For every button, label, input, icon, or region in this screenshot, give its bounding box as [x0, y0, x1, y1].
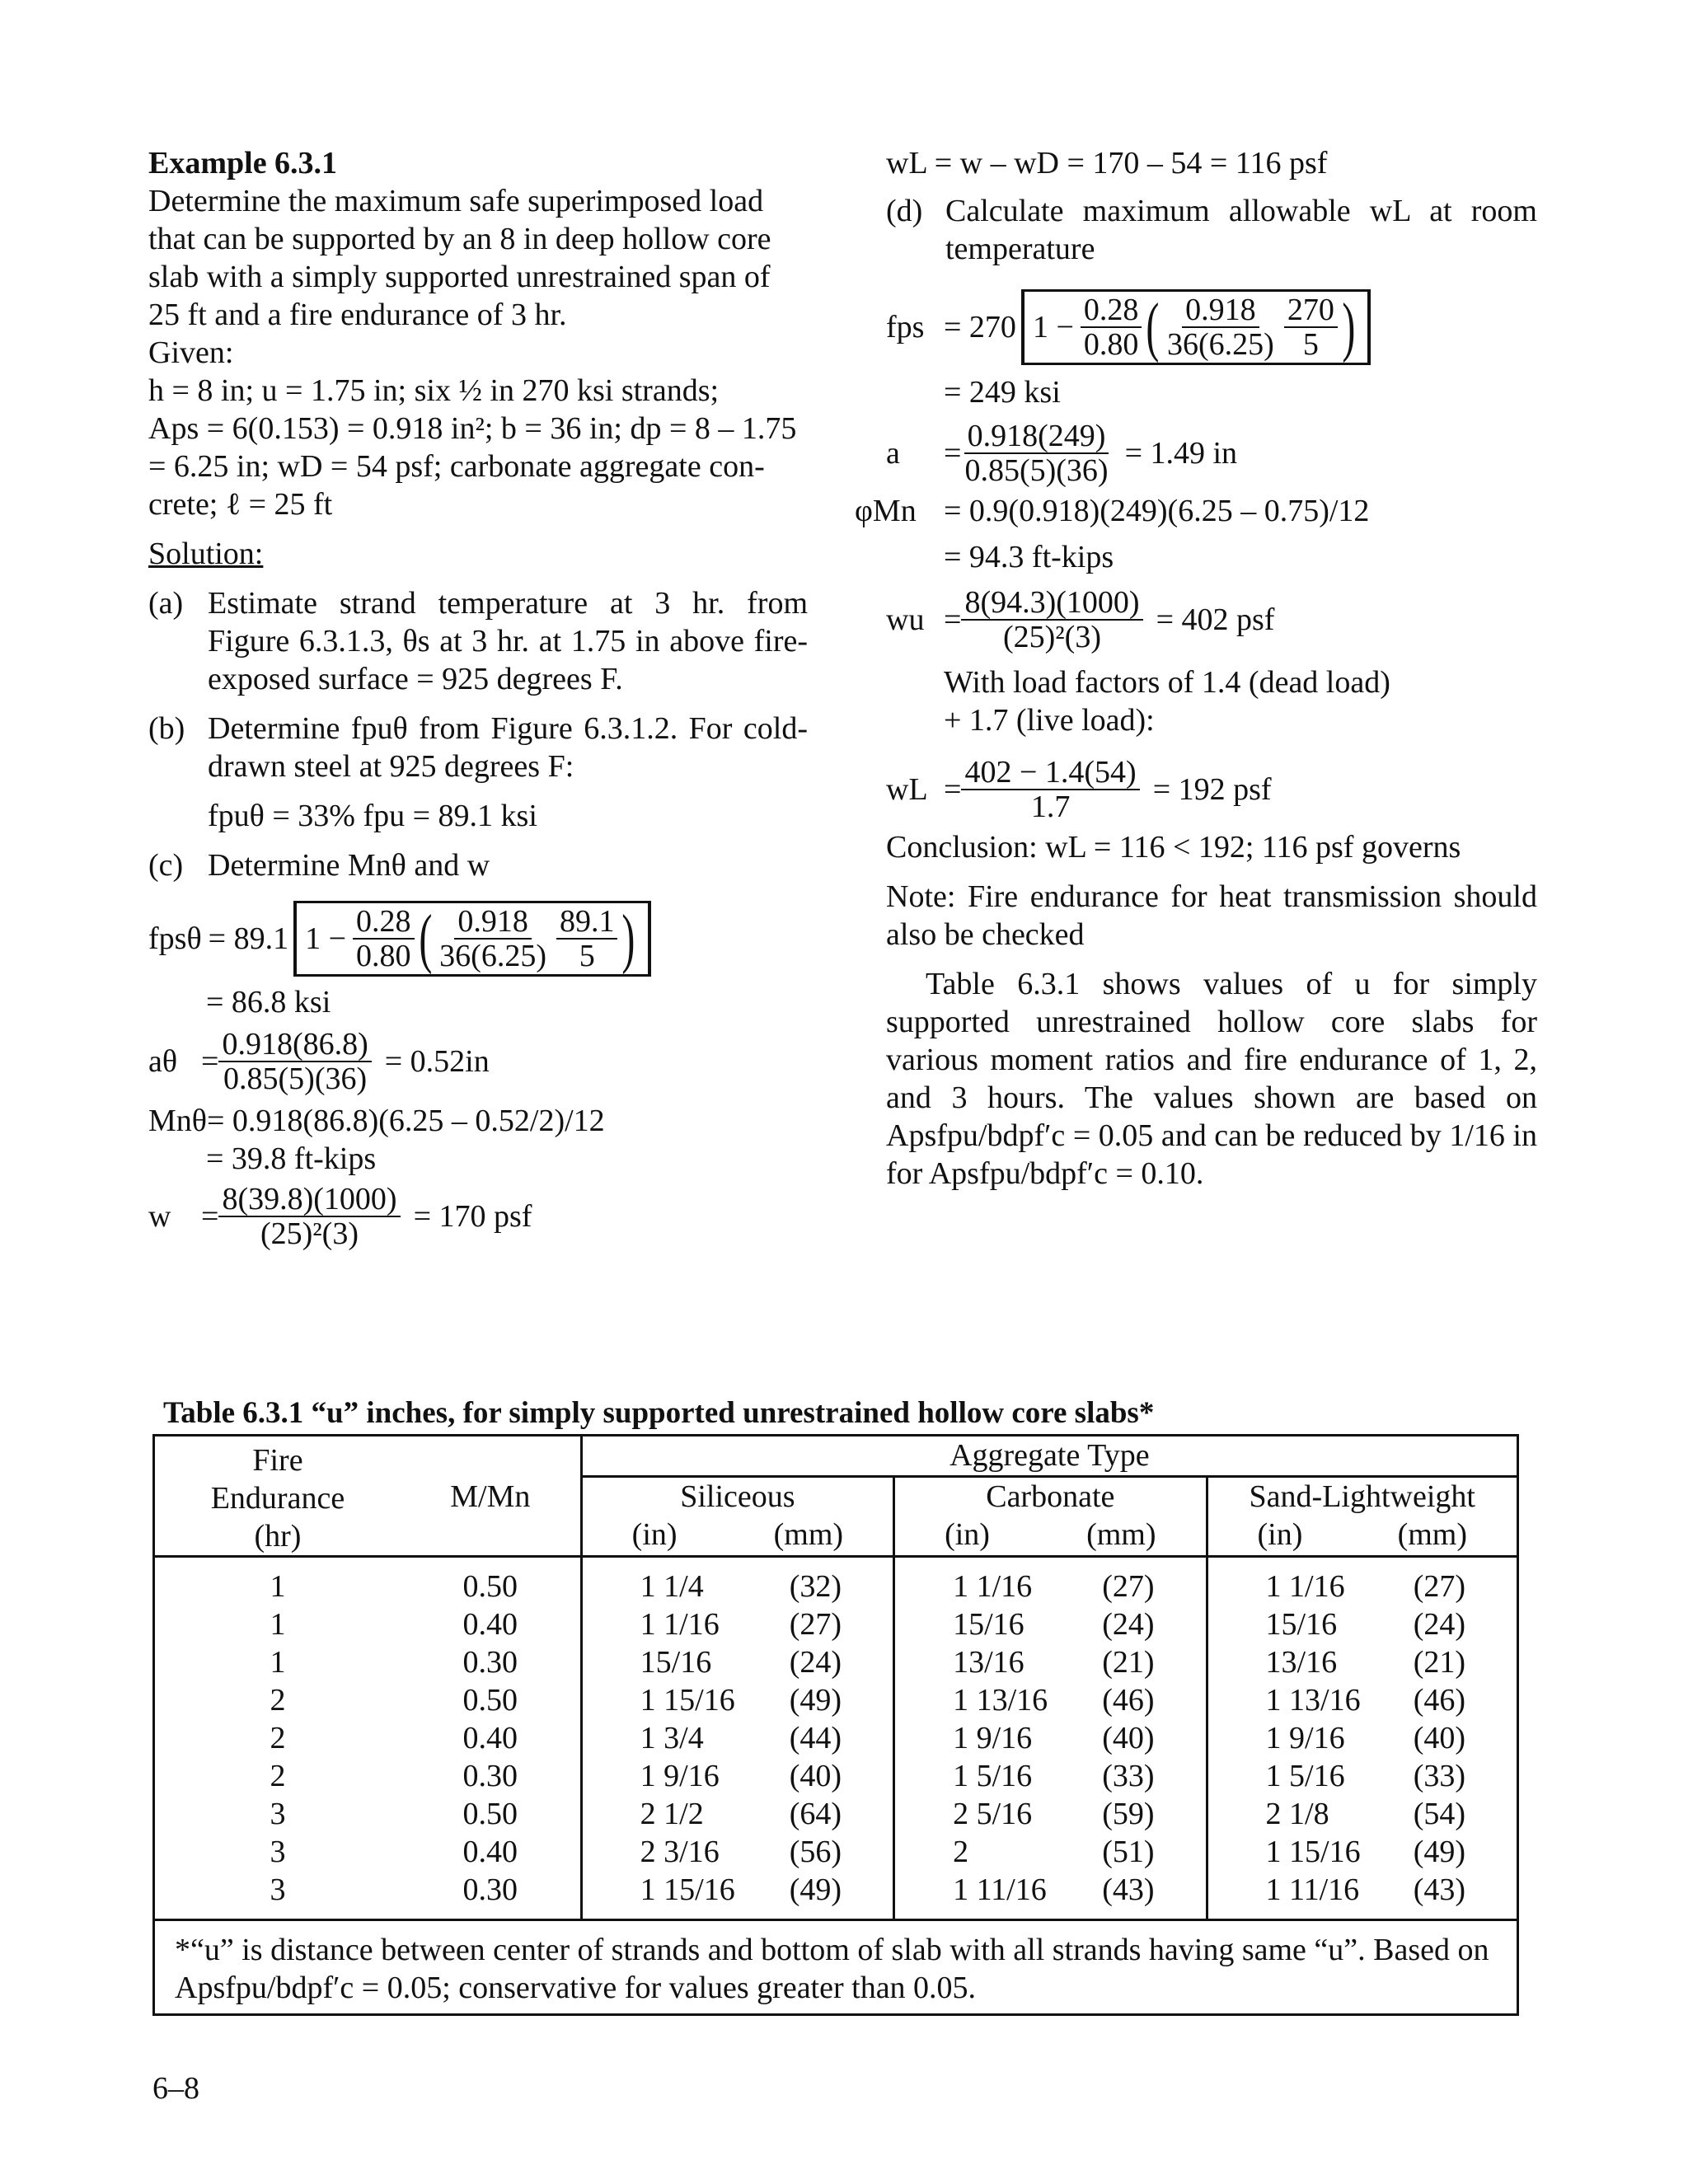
step-a: [148, 584, 808, 698]
given-line: Aps = 6(0.153) = 0.918 in²; b = 36 in; dp = 8 – 1.75: [148, 411, 797, 446]
denominator: 36(6.25): [439, 939, 546, 973]
equals: =: [944, 436, 962, 471]
ratio-value: 0.50: [462, 1797, 518, 1831]
cell-sand-lightweight: [1207, 1643, 1517, 1681]
equation-result: = 86.8 ksi: [206, 985, 331, 1019]
problem-statement: Determine the maximum safe superimposed load that can be supported by an 8 in deep hollow core slab with a simply supported unrestrained span of 25 ft and a fire endurance of 3 hr.: [148, 184, 771, 332]
siliceous-in: 15/16: [640, 1645, 712, 1680]
step-c: [148, 846, 808, 884]
solution-label: Solution:: [148, 537, 264, 571]
siliceous-in: 1 9/16: [640, 1759, 720, 1793]
header-carbonate: [894, 1477, 1207, 1555]
carbonate-in: 1 9/16: [953, 1721, 1033, 1755]
siliceous-mm: (56): [789, 1835, 842, 1869]
header-agg-label: Sand-Lightweight: [1249, 1479, 1475, 1515]
equation-lhs: aθ: [148, 1044, 178, 1079]
cell-sand-lightweight: [1207, 1871, 1517, 1920]
equation-lhs: a: [886, 436, 900, 471]
header-aggregate-type: Aggregate Type: [581, 1436, 1517, 1477]
cell-siliceous: [581, 1719, 893, 1757]
carbonate-in: 2: [953, 1835, 969, 1869]
fire-value: 3: [270, 1835, 286, 1869]
siliceous-in: 2 1/2: [640, 1797, 704, 1831]
sand-lightweight-in: 1 11/16: [1265, 1872, 1360, 1907]
fire-value: 2: [270, 1721, 286, 1755]
fraction: [218, 1183, 400, 1250]
table-row: [154, 1643, 1518, 1681]
cell-siliceous: [581, 1681, 893, 1719]
cell-carbonate: [894, 1643, 1207, 1681]
fire-value: 1: [270, 1569, 286, 1604]
siliceous-mm: (64): [789, 1797, 842, 1831]
carbonate-mm: (21): [1102, 1645, 1155, 1680]
carbonate-mm: (40): [1102, 1721, 1155, 1755]
explanation-paragraph: Table 6.3.1 shows values of u for simply supported unrestrained hollow core slabs for various moment ratios and fire endurance of 1, 2, and 3 hours. The values shown are based on Apsfpu/bdpf′c = 0.05 and can be reduced by 1/16 in for Apsfpu/bdpf′c = 0.10.: [886, 967, 1537, 1191]
equation-result: = 0.52in: [384, 1044, 490, 1079]
denominator: 0.80: [356, 939, 411, 973]
header-ratio: M/Mn: [450, 1479, 531, 1514]
equation-lhs: w: [148, 1199, 171, 1234]
carbonate-mm: (43): [1102, 1872, 1155, 1907]
unit-in: (in): [1257, 1517, 1303, 1553]
cell-ratio: [401, 1557, 581, 1606]
denominator: 0.85(5)(36): [964, 453, 1109, 488]
right-column: [855, 144, 1537, 1193]
numerator: 0.918(249): [964, 419, 1109, 454]
u-values-table: [152, 1434, 1519, 2016]
sand-lightweight-mm: (49): [1413, 1835, 1465, 1869]
ratio-value: 0.40: [462, 1835, 518, 1869]
ratio-value: 0.40: [462, 1721, 518, 1755]
fraction: [1081, 293, 1142, 361]
equation-w: [148, 1183, 808, 1250]
note: Note: Fire endurance for heat transmission should also be checked: [886, 879, 1537, 952]
paren-open: (: [418, 902, 432, 975]
numerator: 8(39.8)(1000): [218, 1183, 400, 1217]
equation-lhs: fps: [886, 310, 925, 344]
equation-fps-theta: [148, 901, 808, 977]
step-label: (a): [148, 586, 184, 621]
denominator: 1.7: [1030, 790, 1071, 824]
step-d: [886, 192, 1537, 268]
bracket-group: [293, 901, 651, 977]
table-row: [154, 1557, 1518, 1606]
step-label: (b): [148, 711, 185, 746]
unit-mm: (mm): [1086, 1517, 1156, 1553]
denominator: 36(6.25): [1167, 327, 1274, 362]
sand-lightweight-in: 13/16: [1265, 1645, 1338, 1680]
sand-lightweight-in: 1 13/16: [1265, 1683, 1361, 1718]
cell-sand-lightweight: [1207, 1557, 1517, 1606]
equation-one: 1 −: [1032, 310, 1074, 344]
sand-lightweight-in: 2 1/8: [1265, 1797, 1329, 1831]
equation-rhs: = 0.9(0.918)(249)(6.25 – 0.75)/12: [944, 494, 1370, 528]
carbonate-mm: (51): [1102, 1835, 1155, 1869]
numerator: 0.28: [353, 905, 415, 940]
equation-result: = 94.3 ft-kips: [944, 540, 1114, 574]
cell-fire: [154, 1871, 401, 1920]
cell-carbonate: [894, 1795, 1207, 1833]
example-title: Example 6.3.1: [148, 146, 338, 180]
carbonate-mm: (33): [1102, 1759, 1155, 1793]
step-b: [148, 710, 808, 785]
siliceous-in: 1 15/16: [640, 1872, 735, 1907]
given-line: = 6.25 in; wD = 54 psf; carbonate aggregate con-: [148, 449, 765, 484]
equals: =: [201, 1044, 219, 1079]
fraction: [218, 1028, 371, 1095]
sand-lightweight-in: 1 15/16: [1265, 1835, 1361, 1869]
cell-carbonate: [894, 1833, 1207, 1871]
cell-siliceous: [581, 1757, 893, 1795]
equation-lhs: fpsθ: [148, 921, 202, 956]
cell-siliceous: [581, 1871, 893, 1920]
siliceous-in: 1 15/16: [640, 1683, 735, 1718]
step-text: Determine Mnθ and w: [208, 848, 490, 883]
left-column: [148, 144, 808, 1250]
paren-close: ): [1342, 291, 1356, 363]
ratio-value: 0.30: [462, 1872, 518, 1907]
cell-sand-lightweight: [1207, 1795, 1517, 1833]
sand-lightweight-in: 15/16: [1265, 1607, 1338, 1642]
sand-lightweight-mm: (46): [1413, 1683, 1465, 1718]
sand-lightweight-mm: (21): [1413, 1645, 1465, 1680]
fire-value: 2: [270, 1759, 286, 1793]
conclusion: Conclusion: wL = 116 < 192; 116 psf governs: [886, 830, 1461, 865]
equation-result: = 402 psf: [1156, 602, 1275, 637]
header-fire-label: Fire Endurance (hr): [210, 1443, 345, 1554]
bracket-group: [1021, 289, 1372, 365]
cell-carbonate: [894, 1719, 1207, 1757]
siliceous-mm: (32): [789, 1569, 842, 1604]
equation-wu: [886, 586, 1537, 654]
table-row: [154, 1681, 1518, 1719]
equation-a: [886, 419, 1537, 487]
carbonate-mm: (27): [1102, 1569, 1155, 1604]
numerator: 89.1: [556, 905, 618, 940]
equation-fps: [886, 289, 1537, 365]
fraction: [961, 586, 1142, 654]
table-row: [154, 1719, 1518, 1757]
cell-fire: [154, 1681, 401, 1719]
siliceous-mm: (49): [789, 1872, 842, 1907]
fire-value: 1: [270, 1607, 286, 1642]
equation-lhs: wL: [886, 772, 928, 807]
carbonate-in: 2 5/16: [953, 1797, 1033, 1831]
denominator: (25)²(3): [1002, 620, 1101, 654]
siliceous-in: 1 1/4: [640, 1569, 704, 1604]
fire-value: 3: [270, 1797, 286, 1831]
cell-siliceous: [581, 1605, 893, 1643]
table-row: [154, 1757, 1518, 1795]
fire-value: 2: [270, 1683, 286, 1718]
paren-close: ): [621, 902, 635, 975]
sand-lightweight-mm: (40): [1413, 1721, 1465, 1755]
carbonate-in: 1 13/16: [953, 1683, 1048, 1718]
cell-sand-lightweight: [1207, 1833, 1517, 1871]
equation-result: = 1.49 in: [1124, 436, 1238, 471]
table-row: [154, 1795, 1518, 1833]
sand-lightweight-mm: (24): [1413, 1607, 1465, 1642]
ratio-value: 0.40: [462, 1607, 518, 1642]
table-footnote: *“u” is distance between center of strands and bottom of slab with all strands having same “u”. Based on Apsfpu/bdpf′c = 0.05; conservative for values greater than 0.05.: [154, 1920, 1518, 2015]
cell-carbonate: [894, 1681, 1207, 1719]
sand-lightweight-mm: (54): [1413, 1797, 1465, 1831]
equals: =: [944, 772, 962, 807]
cell-fire: [154, 1757, 401, 1795]
unit-in: (in): [945, 1517, 990, 1553]
cell-ratio: [401, 1681, 581, 1719]
unit-in: (in): [631, 1517, 678, 1553]
cell-ratio: [401, 1871, 581, 1920]
carbonate-in: 1 1/16: [953, 1569, 1033, 1604]
cell-fire: [154, 1605, 401, 1643]
siliceous-mm: (27): [789, 1607, 842, 1642]
sand-lightweight-mm: (27): [1413, 1569, 1465, 1604]
cell-sand-lightweight: [1207, 1681, 1517, 1719]
sand-lightweight-mm: (43): [1413, 1872, 1465, 1907]
sand-lightweight-mm: (33): [1413, 1759, 1465, 1793]
carbonate-in: 1 5/16: [953, 1759, 1033, 1793]
equals: =: [201, 1199, 219, 1234]
cell-ratio: [401, 1719, 581, 1757]
cell-siliceous: [581, 1643, 893, 1681]
table-row: [154, 1871, 1518, 1920]
step-label: (d): [886, 194, 923, 228]
equation-wl: wL = w – wD = 170 – 54 = 116 psf: [886, 146, 1328, 180]
equation-rhs: = 0.918(86.8)(6.25 – 0.52/2)/12: [207, 1104, 605, 1138]
cell-sand-lightweight: [1207, 1605, 1517, 1643]
equation-prefix: = 270: [944, 310, 1016, 344]
carbonate-mm: (24): [1102, 1607, 1155, 1642]
siliceous-mm: (44): [789, 1721, 842, 1755]
fraction: [961, 419, 1111, 487]
ratio-value: 0.30: [462, 1645, 518, 1680]
carbonate-in: 13/16: [953, 1645, 1025, 1680]
equation-wl-room: [886, 756, 1537, 823]
denominator: 0.80: [1083, 327, 1139, 362]
sand-lightweight-in: 1 9/16: [1265, 1721, 1345, 1755]
siliceous-in: 1 1/16: [640, 1607, 720, 1642]
denominator: 5: [1302, 327, 1319, 362]
fraction: [961, 756, 1139, 823]
equation-result: = 192 psf: [1152, 772, 1272, 807]
cell-ratio: [401, 1643, 581, 1681]
numerator: 8(94.3)(1000): [961, 586, 1142, 621]
equation-a-theta: [148, 1028, 808, 1095]
table-title: Table 6.3.1 “u” inches, for simply supported unrestrained hollow core slabs*: [163, 1396, 1155, 1430]
carbonate-in: 15/16: [953, 1607, 1025, 1642]
numerator: 0.918(86.8): [218, 1028, 371, 1062]
table-body: [154, 1557, 1518, 1920]
table-row: [154, 1833, 1518, 1871]
equation-result: = 170 psf: [413, 1199, 532, 1234]
siliceous-mm: (24): [789, 1645, 842, 1680]
equation-lhs: wu: [886, 602, 925, 637]
siliceous-mm: (40): [789, 1759, 842, 1793]
denominator: 5: [579, 939, 595, 973]
step-text: Determine fpuθ from Figure 6.3.1.2. For cold-drawn steel at 925 degrees F:: [208, 711, 808, 784]
footnote-row: [154, 1920, 1518, 2015]
cell-fire: [154, 1719, 401, 1757]
fire-value: 1: [270, 1645, 286, 1680]
numerator: 0.918: [1182, 293, 1259, 328]
header-siliceous: [581, 1477, 893, 1555]
cell-carbonate: [894, 1871, 1207, 1920]
fraction: [1284, 293, 1338, 361]
fire-value: 3: [270, 1872, 286, 1907]
header-agg-label: Siliceous: [680, 1479, 795, 1515]
cell-sand-lightweight: [1207, 1719, 1517, 1757]
header-fire: [154, 1436, 401, 1556]
equation-phi-mn: [855, 492, 1537, 530]
given-label: Given:: [148, 335, 234, 370]
fraction: [436, 905, 550, 972]
carbonate-mm: (46): [1102, 1683, 1155, 1718]
cell-fire: [154, 1833, 401, 1871]
unit-mm: (mm): [1397, 1517, 1467, 1553]
header-row: [154, 1436, 1518, 1477]
cell-carbonate: [894, 1757, 1207, 1795]
cell-ratio: [401, 1605, 581, 1643]
fraction: [353, 905, 415, 972]
equation-result: = 39.8 ft-kips: [206, 1141, 377, 1176]
cell-fire: [154, 1557, 401, 1606]
step-text: Estimate strand temperature at 3 hr. from Figure 6.3.1.3, θs at 3 hr. at 1.75 in above fire-exposed surface = 925 degrees F.: [208, 586, 808, 696]
denominator: 0.85(5)(36): [223, 1062, 368, 1096]
equation-one: 1 −: [305, 921, 347, 956]
cell-sand-lightweight: [1207, 1757, 1517, 1795]
cell-carbonate: [894, 1605, 1207, 1643]
cell-siliceous: [581, 1833, 893, 1871]
load-factors-text: With load factors of 1.4 (dead load) + 1.7 (live load):: [944, 665, 1390, 738]
page-number: 6–8: [152, 2071, 199, 2106]
sand-lightweight-in: 1 1/16: [1265, 1569, 1345, 1604]
table-row: [154, 1605, 1518, 1643]
equals: =: [944, 602, 962, 637]
cell-ratio: [401, 1833, 581, 1871]
cell-fire: [154, 1795, 401, 1833]
carbonate-mm: (59): [1102, 1797, 1155, 1831]
unit-mm: (mm): [773, 1517, 844, 1553]
equation-lhs: φMn: [855, 494, 917, 528]
header-sand-lightweight: [1207, 1477, 1517, 1555]
carbonate-in: 1 11/16: [953, 1872, 1047, 1907]
cell-carbonate: [894, 1557, 1207, 1606]
ratio-value: 0.50: [462, 1569, 518, 1604]
equation-prefix: = 89.1: [208, 921, 289, 956]
fraction: [1164, 293, 1278, 361]
step-text: Calculate maximum allowable wL at room temperature: [945, 194, 1537, 266]
cell-ratio: [401, 1795, 581, 1833]
numerator: 0.918: [454, 905, 532, 940]
sand-lightweight-in: 1 5/16: [1265, 1759, 1345, 1793]
equation: fpuθ = 33% fpu = 89.1 ksi: [208, 799, 537, 833]
denominator: (25)²(3): [260, 1216, 359, 1251]
equation-mn-theta: [148, 1102, 808, 1140]
fraction: [556, 905, 618, 972]
given-line: crete; ℓ = 25 ft: [148, 487, 333, 522]
cell-fire: [154, 1643, 401, 1681]
ratio-value: 0.30: [462, 1759, 518, 1793]
numerator: 270: [1284, 293, 1338, 328]
siliceous-mm: (49): [789, 1683, 842, 1718]
ratio-value: 0.50: [462, 1683, 518, 1718]
paren-open: (: [1146, 291, 1160, 363]
siliceous-in: 2 3/16: [640, 1835, 720, 1869]
header-agg-label: Carbonate: [986, 1479, 1115, 1515]
numerator: 402 − 1.4(54): [961, 756, 1139, 790]
given-line: h = 8 in; u = 1.75 in; six ½ in 270 ksi strands;: [148, 373, 720, 408]
equation-lhs: Mnθ: [148, 1104, 207, 1138]
step-label: (c): [148, 848, 184, 883]
cell-ratio: [401, 1757, 581, 1795]
numerator: 0.28: [1081, 293, 1142, 328]
equation-result: = 249 ksi: [944, 375, 1061, 410]
cell-siliceous: [581, 1557, 893, 1606]
cell-siliceous: [581, 1795, 893, 1833]
siliceous-in: 1 3/4: [640, 1721, 704, 1755]
